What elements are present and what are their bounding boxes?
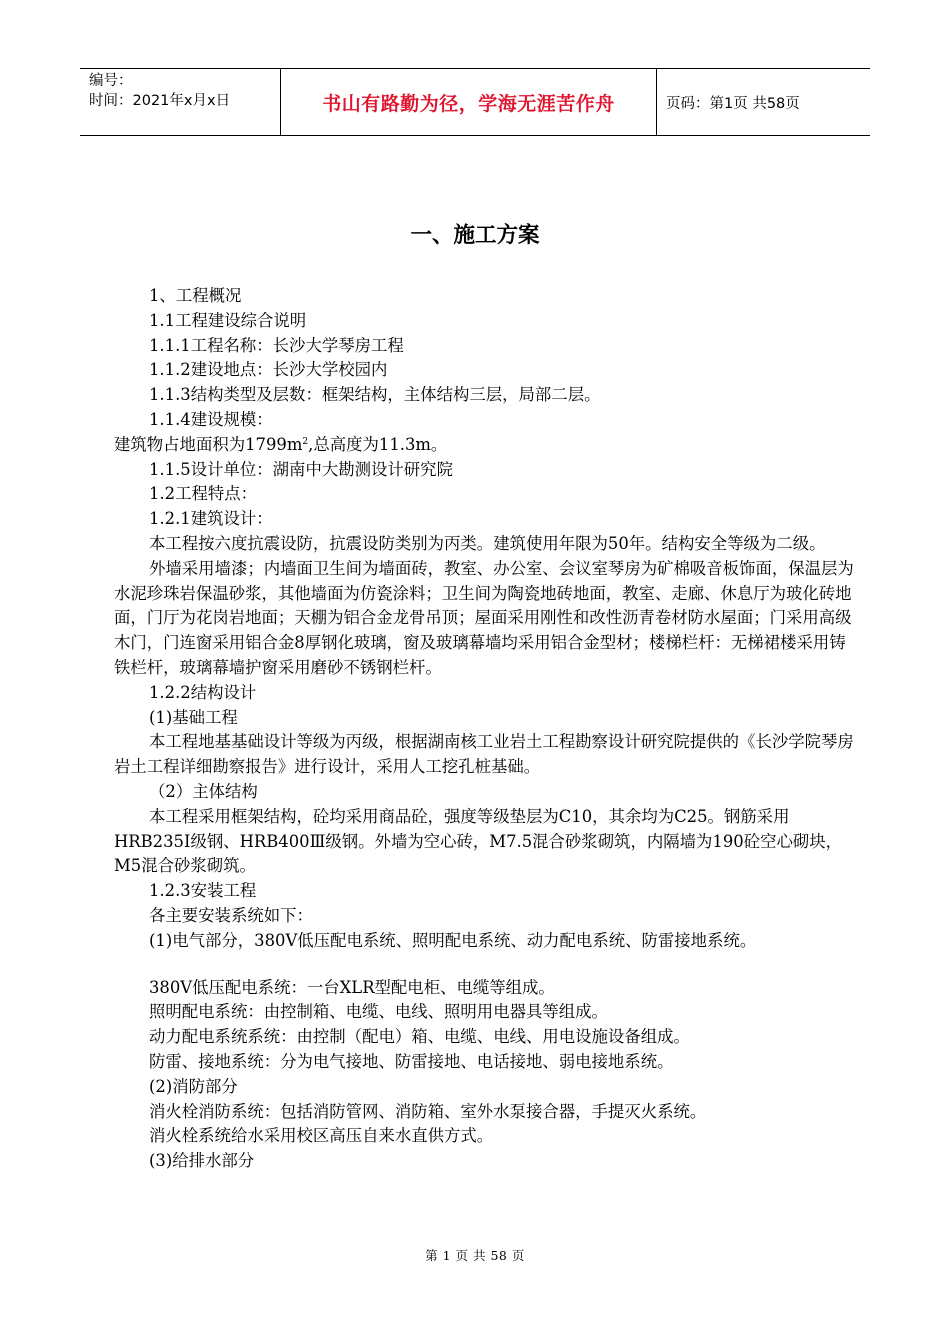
document-title: 一、施工方案	[410, 223, 540, 248]
hydrant-supply-line: 消火栓系统给水采用校区高压自来水直供方式。	[149, 1126, 494, 1146]
subsection-heading: 1.1工程建设综合说明	[149, 310, 307, 330]
installation-intro: 各主要安装系统如下：	[149, 905, 313, 925]
project-name-line: 1.1.1工程名称：长沙大学琴房工程	[149, 335, 404, 355]
header-motto: 书山有路勤为径，学海无涯苦作舟	[281, 69, 657, 135]
area-line	[114, 433, 854, 458]
finishes-paragraph: 外墙采用墙漆；内墙面卫生间为墙面砖，教室、办公室、会议室琴房为矿棉吸音板饰面，保温层为水泥珍珠岩保温砂浆，其他墙面为仿瓷涂料；卫生间为陶瓷地砖地面，教室、走廊、休息厅为玻化砖地面，门厅为花岗岩地面；天棚为铝合金龙骨吊顶；屋面采用刚性和改性沥青卷材防水屋面；门采用高级木门，门连窗采用铝合金8厚钢化玻璃，窗及玻璃幕墙均采用铝合金型材；楼梯栏杆：无梯裙楼采用铸铁栏杆，玻璃幕墙护窗采用磨砂不锈钢栏杆。	[114, 558, 854, 677]
header-meta	[80, 69, 281, 135]
area-superscript: 2	[302, 436, 309, 447]
seismic-paragraph: 本工程按六度抗震设防，抗震设防类别为丙类。建筑使用年限为50年。结构安全等级为二级。	[149, 533, 826, 553]
main-structure-heading: （2）主体结构	[149, 781, 258, 801]
low-voltage-line: 380V低压配电系统：一台XLR型配电柜、电缆等组成。	[149, 977, 555, 997]
height-text: ,总高度为11.3m。	[308, 434, 448, 454]
design-unit-line: 1.1.5设计单位：湖南中大勘测设计研究院	[149, 459, 453, 479]
number-label: 编号：	[89, 73, 133, 89]
electrical-heading: (1)电气部分，380V低压配电系统、照明配电系统、动力配电系统、防雷接地系统。	[149, 930, 757, 950]
fire-heading: (2)消防部分	[149, 1076, 238, 1096]
architecture-heading: 1.2.1建筑设计：	[149, 509, 273, 529]
foundation-heading: (1)基础工程	[149, 707, 238, 727]
structure-type-line: 1.1.3结构类型及层数：框架结构，主体结构三层，局部二层。	[149, 385, 601, 405]
hydrant-line: 消火栓消防系统：包括消防管网、消防箱、室外水泵接合器，手提灭火系统。	[149, 1101, 707, 1121]
location-line: 1.1.2建设地点：长沙大学校园内	[149, 360, 388, 380]
foundation-paragraph: 本工程地基基础设计等级为丙级，根据湖南核工业岩土工程勘察设计研究院提供的《长沙学院琴房岩土工程详细勘察报告》进行设计，采用人工挖孔桩基础。	[114, 732, 854, 777]
page-header	[80, 68, 870, 136]
installation-heading: 1.2.3安装工程	[149, 881, 257, 901]
page-footer: 第 1 页 共 58 页	[425, 1248, 525, 1263]
plumbing-heading: (3)给排水部分	[149, 1151, 255, 1171]
power-line: 动力配电系统系统：由控制（配电）箱、电缆、电线、用电设施设备组成。	[149, 1027, 690, 1047]
structure-heading: 1.2.2结构设计	[149, 682, 257, 702]
time-label: 时间：2021年x月x日	[89, 93, 231, 109]
main-structure-paragraph: 本工程采用框架结构，砼均采用商品砼，强度等级垫层为C10，其余均为C25。钢筋采用HRB235Ⅰ级钢、HRB400Ⅲ级钢。外墙为空心砖，M7.5混合砂浆砌筑，内隔墙为190砼空心砌块，M5混合砂浆砌筑。	[114, 806, 843, 876]
grounding-line: 防雷、接地系统：分为电气接地、防雷接地、电话接地、弱电接地系统。	[149, 1051, 674, 1071]
area-text: 建筑物占地面积为1799m	[114, 434, 303, 454]
document-body	[114, 284, 854, 1174]
section-heading: 1、工程概况	[149, 286, 242, 305]
features-heading: 1.2工程特点：	[149, 484, 258, 504]
header-page-info: 页码：第1页 共58页	[666, 95, 800, 112]
lighting-line: 照明配电系统：由控制箱、电缆、电线、照明用电器具等组成。	[149, 1002, 608, 1022]
spacer	[114, 954, 854, 976]
scale-heading: 1.1.4建设规模：	[149, 409, 273, 429]
